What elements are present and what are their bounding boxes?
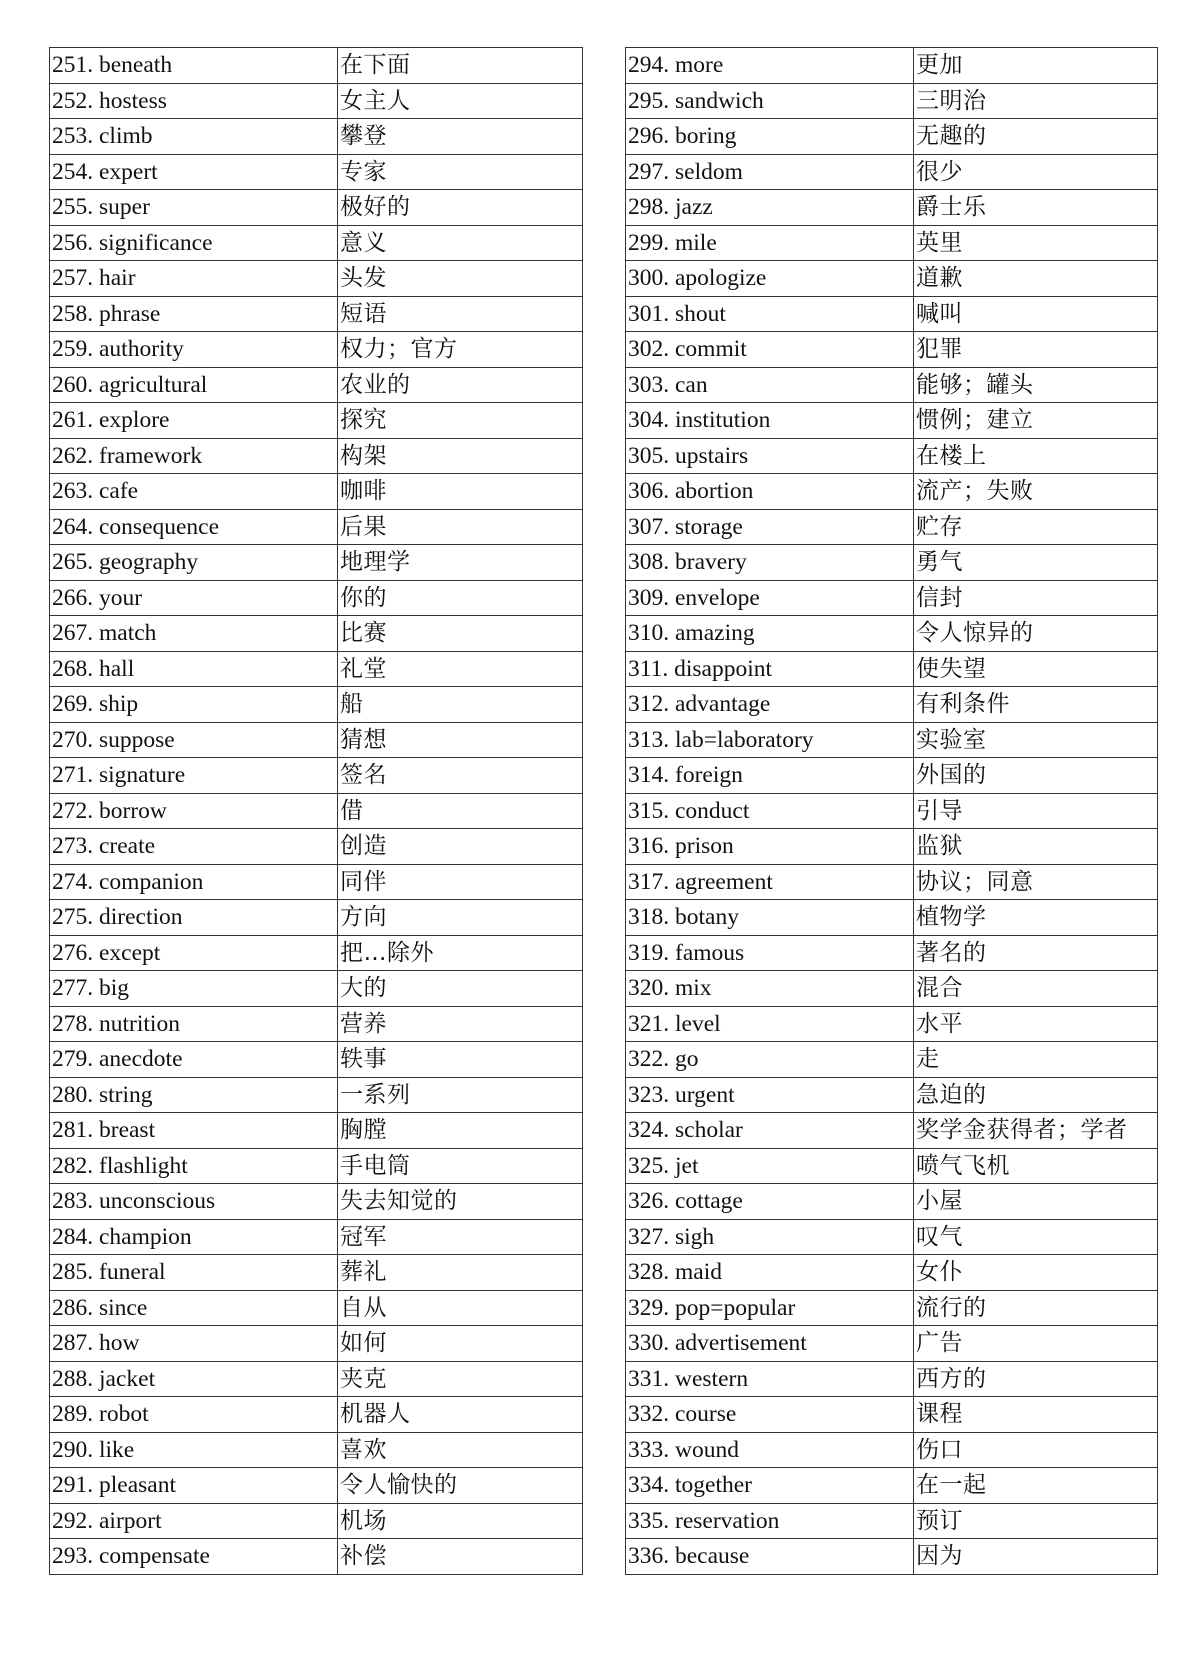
table-row	[50, 651, 583, 687]
word-cell: 270. suppose	[50, 722, 338, 758]
meaning-cell: 咖啡	[338, 474, 583, 510]
word-cell: 301. shout	[626, 296, 914, 332]
table-row	[626, 48, 1158, 84]
meaning-cell: 爵士乐	[914, 190, 1158, 226]
table-row	[50, 758, 583, 794]
word-cell: 267. match	[50, 616, 338, 652]
table-row	[626, 722, 1158, 758]
table-row	[626, 545, 1158, 581]
meaning-cell: 创造	[338, 829, 583, 865]
table-row	[50, 119, 583, 155]
meaning-cell: 无趣的	[914, 119, 1158, 155]
word-cell: 328. maid	[626, 1255, 914, 1291]
word-cell: 260. agricultural	[50, 367, 338, 403]
table-row	[50, 545, 583, 581]
word-cell: 309. envelope	[626, 580, 914, 616]
table-row	[626, 1468, 1158, 1504]
meaning-cell: 女主人	[338, 83, 583, 119]
table-row	[626, 687, 1158, 723]
table-row	[50, 1255, 583, 1291]
table-row	[50, 474, 583, 510]
word-cell: 320. mix	[626, 971, 914, 1007]
meaning-cell: 犯罪	[914, 332, 1158, 368]
word-cell: 284. champion	[50, 1219, 338, 1255]
table-row	[626, 474, 1158, 510]
meaning-cell: 农业的	[338, 367, 583, 403]
table-row	[50, 225, 583, 261]
meaning-cell: 令人惊异的	[914, 616, 1158, 652]
word-cell: 291. pleasant	[50, 1468, 338, 1504]
meaning-cell: 在下面	[338, 48, 583, 84]
word-cell: 289. robot	[50, 1397, 338, 1433]
table-row	[50, 1432, 583, 1468]
table-row	[626, 1539, 1158, 1575]
table-row	[50, 438, 583, 474]
word-cell: 263. cafe	[50, 474, 338, 510]
table-row	[626, 1432, 1158, 1468]
table-row	[50, 296, 583, 332]
word-cell: 325. jet	[626, 1148, 914, 1184]
table-row	[626, 758, 1158, 794]
word-cell: 292. airport	[50, 1503, 338, 1539]
meaning-cell: 勇气	[914, 545, 1158, 581]
meaning-cell: 喷气飞机	[914, 1148, 1158, 1184]
meaning-cell: 引导	[914, 793, 1158, 829]
meaning-cell: 贮存	[914, 509, 1158, 545]
word-cell: 334. together	[626, 1468, 914, 1504]
word-cell: 299. mile	[626, 225, 914, 261]
word-cell: 336. because	[626, 1539, 914, 1575]
table-row	[626, 1290, 1158, 1326]
meaning-cell: 课程	[914, 1397, 1158, 1433]
vocab-table-left	[49, 47, 583, 1575]
meaning-cell: 机器人	[338, 1397, 583, 1433]
meaning-cell: 流行的	[914, 1290, 1158, 1326]
table-row	[50, 1468, 583, 1504]
table-row	[50, 332, 583, 368]
meaning-cell: 叹气	[914, 1219, 1158, 1255]
word-cell: 288. jacket	[50, 1361, 338, 1397]
table-row	[626, 1184, 1158, 1220]
word-cell: 255. super	[50, 190, 338, 226]
word-cell: 333. wound	[626, 1432, 914, 1468]
table-row	[626, 580, 1158, 616]
table-row	[50, 48, 583, 84]
meaning-cell: 令人愉快的	[338, 1468, 583, 1504]
table-row	[626, 864, 1158, 900]
word-cell: 300. apologize	[626, 261, 914, 297]
word-cell: 272. borrow	[50, 793, 338, 829]
meaning-cell: 预订	[914, 1503, 1158, 1539]
table-row	[626, 829, 1158, 865]
meaning-cell: 奖学金获得者；学者	[914, 1113, 1158, 1149]
word-cell: 266. your	[50, 580, 338, 616]
word-cell: 322. go	[626, 1042, 914, 1078]
table-row	[50, 935, 583, 971]
table-row	[626, 971, 1158, 1007]
meaning-cell: 极好的	[338, 190, 583, 226]
table-row	[626, 1148, 1158, 1184]
word-cell: 268. hall	[50, 651, 338, 687]
word-cell: 286. since	[50, 1290, 338, 1326]
meaning-cell: 监狱	[914, 829, 1158, 865]
table-row	[50, 1184, 583, 1220]
vocab-table-right	[625, 47, 1158, 1575]
meaning-cell: 信封	[914, 580, 1158, 616]
meaning-cell: 大的	[338, 971, 583, 1007]
meaning-cell: 借	[338, 793, 583, 829]
table-row	[50, 829, 583, 865]
meaning-cell: 冠军	[338, 1219, 583, 1255]
word-cell: 329. pop=popular	[626, 1290, 914, 1326]
meaning-cell: 外国的	[914, 758, 1158, 794]
table-row	[626, 1326, 1158, 1362]
table-row	[626, 154, 1158, 190]
meaning-cell: 短语	[338, 296, 583, 332]
meaning-cell: 喜欢	[338, 1432, 583, 1468]
word-cell: 281. breast	[50, 1113, 338, 1149]
meaning-cell: 在楼上	[914, 438, 1158, 474]
table-row	[50, 83, 583, 119]
meaning-cell: 能够；罐头	[914, 367, 1158, 403]
meaning-cell: 广告	[914, 1326, 1158, 1362]
meaning-cell: 惯例；建立	[914, 403, 1158, 439]
table-row	[50, 580, 583, 616]
table-row	[626, 1113, 1158, 1149]
meaning-cell: 协议；同意	[914, 864, 1158, 900]
word-cell: 280. string	[50, 1077, 338, 1113]
table-row	[626, 509, 1158, 545]
meaning-cell: 更加	[914, 48, 1158, 84]
word-cell: 330. advertisement	[626, 1326, 914, 1362]
meaning-cell: 小屋	[914, 1184, 1158, 1220]
word-cell: 293. compensate	[50, 1539, 338, 1575]
table-row	[50, 1539, 583, 1575]
table-row	[626, 1219, 1158, 1255]
word-cell: 307. storage	[626, 509, 914, 545]
word-cell: 332. course	[626, 1397, 914, 1433]
meaning-cell: 机场	[338, 1503, 583, 1539]
meaning-cell: 胸膛	[338, 1113, 583, 1149]
word-cell: 324. scholar	[626, 1113, 914, 1149]
table-row	[626, 403, 1158, 439]
table-row	[50, 509, 583, 545]
table-row	[50, 154, 583, 190]
meaning-cell: 著名的	[914, 935, 1158, 971]
table-row	[626, 1397, 1158, 1433]
meaning-cell: 在一起	[914, 1468, 1158, 1504]
table-row	[626, 296, 1158, 332]
table-row	[50, 1397, 583, 1433]
table-row	[50, 1006, 583, 1042]
word-cell: 258. phrase	[50, 296, 338, 332]
table-row	[50, 1148, 583, 1184]
table-row	[50, 1113, 583, 1149]
word-cell: 265. geography	[50, 545, 338, 581]
word-cell: 302. commit	[626, 332, 914, 368]
table-row	[50, 864, 583, 900]
table-row	[626, 83, 1158, 119]
table-row	[50, 1042, 583, 1078]
meaning-cell: 探究	[338, 403, 583, 439]
table-row	[50, 1326, 583, 1362]
meaning-cell: 签名	[338, 758, 583, 794]
word-cell: 335. reservation	[626, 1503, 914, 1539]
meaning-cell: 道歉	[914, 261, 1158, 297]
table-row	[626, 332, 1158, 368]
word-cell: 306. abortion	[626, 474, 914, 510]
word-cell: 275. direction	[50, 900, 338, 936]
table-row	[626, 1006, 1158, 1042]
meaning-cell: 攀登	[338, 119, 583, 155]
meaning-cell: 因为	[914, 1539, 1158, 1575]
meaning-cell: 手电筒	[338, 1148, 583, 1184]
meaning-cell: 西方的	[914, 1361, 1158, 1397]
word-cell: 257. hair	[50, 261, 338, 297]
word-cell: 296. boring	[626, 119, 914, 155]
meaning-cell: 比赛	[338, 616, 583, 652]
word-cell: 304. institution	[626, 403, 914, 439]
table-row	[626, 1077, 1158, 1113]
word-cell: 269. ship	[50, 687, 338, 723]
table-row	[50, 1503, 583, 1539]
meaning-cell: 使失望	[914, 651, 1158, 687]
word-cell: 264. consequence	[50, 509, 338, 545]
word-cell: 279. anecdote	[50, 1042, 338, 1078]
word-cell: 287. how	[50, 1326, 338, 1362]
word-cell: 276. except	[50, 935, 338, 971]
word-cell: 319. famous	[626, 935, 914, 971]
word-cell: 311. disappoint	[626, 651, 914, 687]
table-row	[626, 651, 1158, 687]
word-cell: 327. sigh	[626, 1219, 914, 1255]
word-cell: 316. prison	[626, 829, 914, 865]
meaning-cell: 船	[338, 687, 583, 723]
word-cell: 314. foreign	[626, 758, 914, 794]
meaning-cell: 喊叫	[914, 296, 1158, 332]
table-row	[50, 900, 583, 936]
word-cell: 254. expert	[50, 154, 338, 190]
meaning-cell: 水平	[914, 1006, 1158, 1042]
meaning-cell: 伤口	[914, 1432, 1158, 1468]
word-cell: 310. amazing	[626, 616, 914, 652]
meaning-cell: 一系列	[338, 1077, 583, 1113]
table-row	[626, 367, 1158, 403]
word-cell: 315. conduct	[626, 793, 914, 829]
table-row	[626, 793, 1158, 829]
word-cell: 259. authority	[50, 332, 338, 368]
meaning-cell: 女仆	[914, 1255, 1158, 1291]
word-cell: 326. cottage	[626, 1184, 914, 1220]
table-row	[626, 900, 1158, 936]
word-cell: 290. like	[50, 1432, 338, 1468]
word-cell: 308. bravery	[626, 545, 914, 581]
word-cell: 283. unconscious	[50, 1184, 338, 1220]
word-cell: 323. urgent	[626, 1077, 914, 1113]
word-cell: 294. more	[626, 48, 914, 84]
meaning-cell: 三明治	[914, 83, 1158, 119]
meaning-cell: 植物学	[914, 900, 1158, 936]
word-cell: 253. climb	[50, 119, 338, 155]
meaning-cell: 地理学	[338, 545, 583, 581]
table-row	[626, 438, 1158, 474]
word-cell: 252. hostess	[50, 83, 338, 119]
meaning-cell: 夹克	[338, 1361, 583, 1397]
table-row	[626, 225, 1158, 261]
meaning-cell: 轶事	[338, 1042, 583, 1078]
meaning-cell: 猜想	[338, 722, 583, 758]
word-cell: 331. western	[626, 1361, 914, 1397]
meaning-cell: 头发	[338, 261, 583, 297]
meaning-cell: 失去知觉的	[338, 1184, 583, 1220]
word-cell: 261. explore	[50, 403, 338, 439]
meaning-cell: 你的	[338, 580, 583, 616]
meaning-cell: 英里	[914, 225, 1158, 261]
word-cell: 303. can	[626, 367, 914, 403]
table-row	[50, 687, 583, 723]
word-cell: 274. companion	[50, 864, 338, 900]
meaning-cell: 如何	[338, 1326, 583, 1362]
table-row	[50, 1290, 583, 1326]
meaning-cell: 意义	[338, 225, 583, 261]
table-row	[50, 616, 583, 652]
meaning-cell: 葬礼	[338, 1255, 583, 1291]
meaning-cell: 方向	[338, 900, 583, 936]
meaning-cell: 流产；失败	[914, 474, 1158, 510]
table-row	[50, 261, 583, 297]
word-cell: 318. botany	[626, 900, 914, 936]
word-cell: 305. upstairs	[626, 438, 914, 474]
word-cell: 317. agreement	[626, 864, 914, 900]
vocab-table-left-body	[50, 48, 583, 1575]
meaning-cell: 礼堂	[338, 651, 583, 687]
meaning-cell: 同伴	[338, 864, 583, 900]
word-cell: 262. framework	[50, 438, 338, 474]
table-row	[50, 1361, 583, 1397]
meaning-cell: 后果	[338, 509, 583, 545]
table-row	[50, 190, 583, 226]
table-row	[626, 1503, 1158, 1539]
meaning-cell: 构架	[338, 438, 583, 474]
word-cell: 277. big	[50, 971, 338, 1007]
word-cell: 282. flashlight	[50, 1148, 338, 1184]
table-row	[50, 971, 583, 1007]
table-row	[50, 722, 583, 758]
table-row	[50, 793, 583, 829]
word-cell: 295. sandwich	[626, 83, 914, 119]
table-row	[626, 190, 1158, 226]
word-cell: 297. seldom	[626, 154, 914, 190]
table-row	[626, 261, 1158, 297]
table-row	[626, 616, 1158, 652]
meaning-cell: 专家	[338, 154, 583, 190]
meaning-cell: 补偿	[338, 1539, 583, 1575]
table-row	[626, 119, 1158, 155]
word-cell: 278. nutrition	[50, 1006, 338, 1042]
word-cell: 285. funeral	[50, 1255, 338, 1291]
meaning-cell: 很少	[914, 154, 1158, 190]
meaning-cell: 走	[914, 1042, 1158, 1078]
table-row	[50, 1219, 583, 1255]
vocab-table-right-body	[626, 48, 1158, 1575]
meaning-cell: 实验室	[914, 722, 1158, 758]
table-row	[626, 1255, 1158, 1291]
meaning-cell: 混合	[914, 971, 1158, 1007]
table-row	[626, 1361, 1158, 1397]
word-cell: 271. signature	[50, 758, 338, 794]
word-cell: 313. lab=laboratory	[626, 722, 914, 758]
word-cell: 256. significance	[50, 225, 338, 261]
table-row	[626, 1042, 1158, 1078]
meaning-cell: 有利条件	[914, 687, 1158, 723]
meaning-cell: 营养	[338, 1006, 583, 1042]
word-cell: 273. create	[50, 829, 338, 865]
word-cell: 321. level	[626, 1006, 914, 1042]
table-row	[50, 367, 583, 403]
table-row	[626, 935, 1158, 971]
table-row	[50, 1077, 583, 1113]
word-cell: 312. advantage	[626, 687, 914, 723]
meaning-cell: 权力；官方	[338, 332, 583, 368]
table-row	[50, 403, 583, 439]
meaning-cell: 自从	[338, 1290, 583, 1326]
meaning-cell: 急迫的	[914, 1077, 1158, 1113]
word-cell: 298. jazz	[626, 190, 914, 226]
word-cell: 251. beneath	[50, 48, 338, 84]
meaning-cell: 把…除外	[338, 935, 583, 971]
